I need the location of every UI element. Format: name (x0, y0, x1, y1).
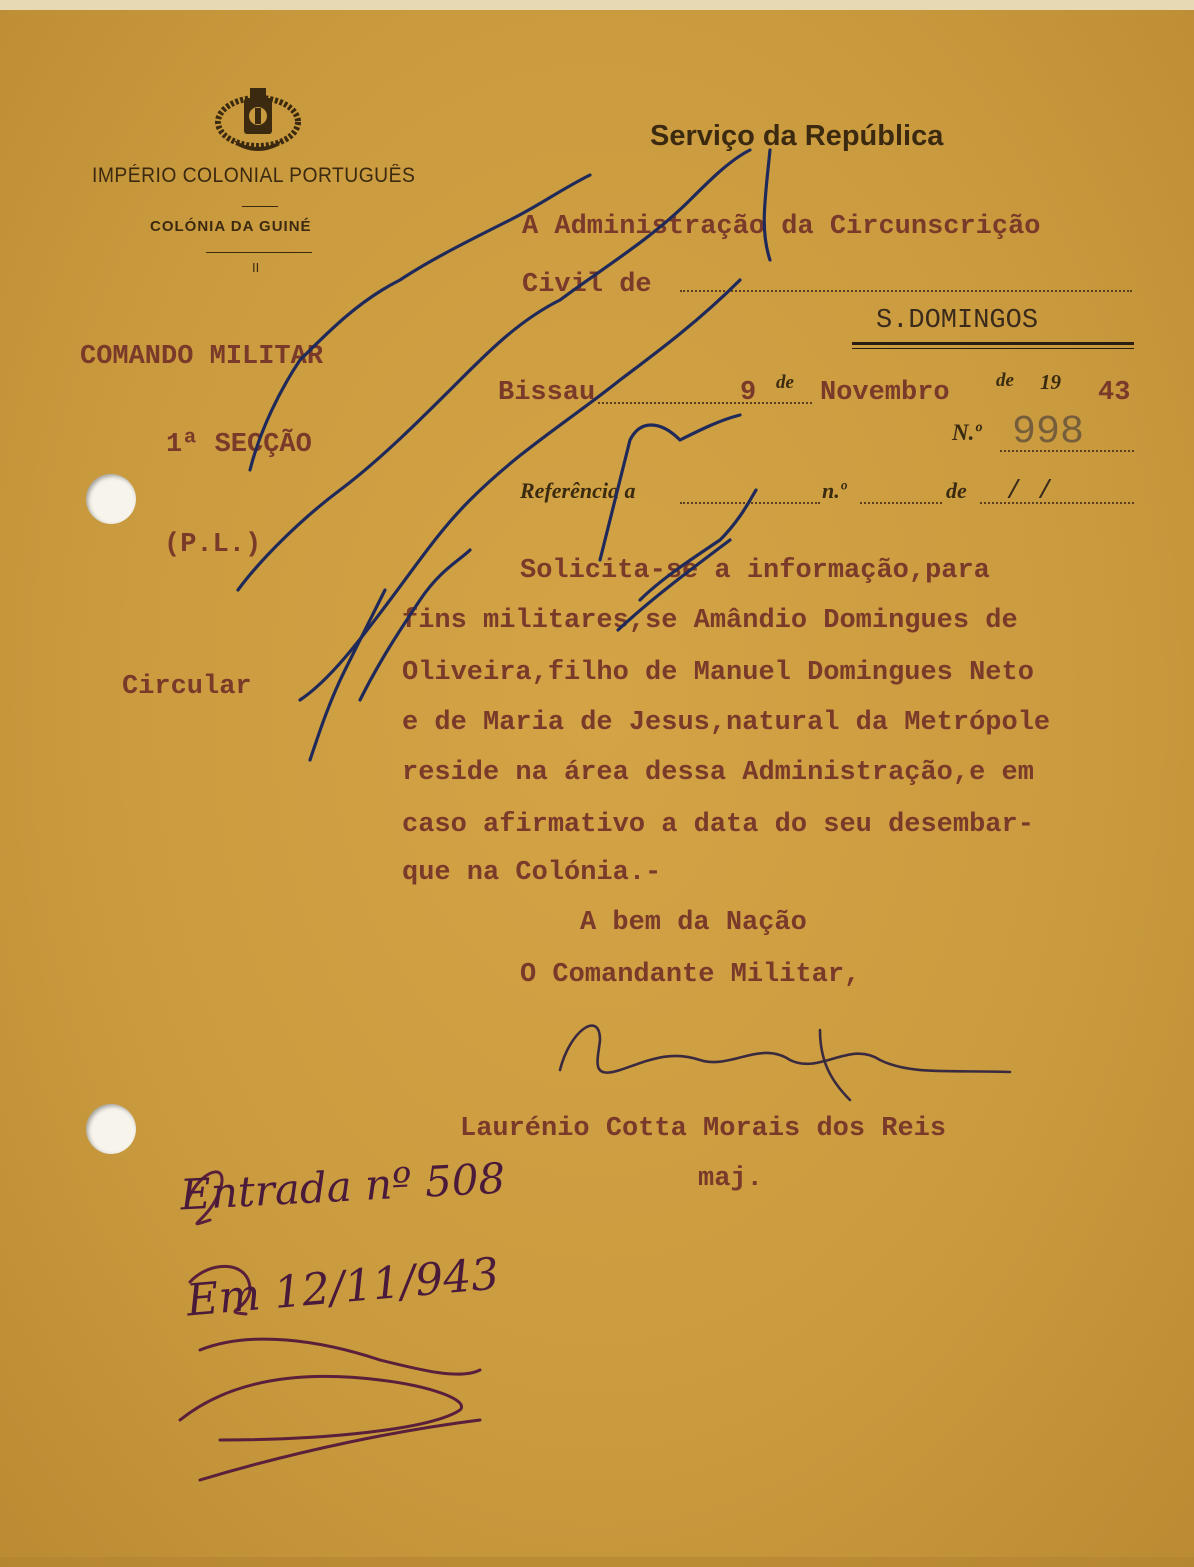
colony-header: COLÓNIA DA GUINÉ (150, 218, 312, 235)
document-number: 998 (1012, 410, 1085, 455)
body-line-2: fins militares,se Amândio Domingues de (402, 606, 1018, 636)
signer-name: Laurénio Cotta Morais dos Reis (460, 1114, 947, 1144)
date-de-1: de (776, 372, 794, 393)
reference-de-label: de (946, 478, 967, 503)
date-de-2: de (996, 370, 1014, 391)
circular-label: Circular (122, 672, 252, 702)
body-line-6: caso afirmativo a data do seu desembar- (402, 810, 1034, 840)
signer-rank: maj. (698, 1164, 763, 1194)
body-line-4: e de Maria de Jesus,natural da Metrópole (402, 708, 1051, 738)
header-mark: II (252, 260, 260, 275)
signature-stroke-2 (820, 1030, 850, 1100)
handwritten-entry-number: Entrada nº 508 (178, 1153, 507, 1220)
signature-bottom-underline (200, 1420, 480, 1480)
command-label: COMANDO MILITAR (80, 342, 324, 372)
closing-salutation: A bem da Nação (580, 908, 807, 938)
service-header: Serviço da República (650, 120, 944, 152)
ink-stroke-8 (640, 490, 756, 600)
signature-bottom-stroke-1 (200, 1339, 480, 1374)
reference-label: Referência a (520, 478, 636, 503)
date-city: Bissau (498, 378, 596, 408)
date-year-prefix: 19 (1040, 370, 1061, 394)
address-place: S.DOMINGOS (876, 306, 1039, 336)
ink-stroke-2 (238, 150, 750, 590)
body-line-5: reside na área dessa Administração,e em (402, 758, 1034, 788)
empire-header: IMPÉRIO COLONIAL PORTUGUÊS (92, 164, 416, 187)
number-label: N.º (952, 420, 982, 445)
reference-no-label: n.º (822, 478, 847, 503)
ink-stroke-9 (618, 540, 730, 630)
body-line-3: Oliveira,filho de Manuel Domingues Neto (402, 658, 1034, 688)
address-line-2: Civil de (522, 270, 652, 300)
ink-stroke-5 (360, 550, 470, 700)
body-line-1: Solicita-se a informação,para (520, 556, 990, 586)
signature-stroke-1 (560, 1026, 1010, 1073)
signature-bottom-stroke-2 (180, 1376, 462, 1440)
date-month: Novembro (820, 378, 950, 408)
ink-stroke-7 (600, 415, 740, 560)
section-label: 1ª SECÇÃO (166, 430, 312, 460)
address-line-1: A Administração da Circunscrição (522, 212, 1041, 242)
date-day: 9 (740, 378, 757, 408)
signer-role: O Comandante Militar, (520, 960, 861, 990)
date-year-suffix: 43 (1098, 378, 1131, 408)
body-line-7: que na Colónia.- (402, 858, 662, 888)
pl-label: (P.L.) (164, 530, 262, 560)
ink-stroke-6 (764, 150, 770, 260)
reference-date: / / (1006, 476, 1053, 506)
handwritten-entry-date: Em 12/11/943 (184, 1248, 502, 1327)
